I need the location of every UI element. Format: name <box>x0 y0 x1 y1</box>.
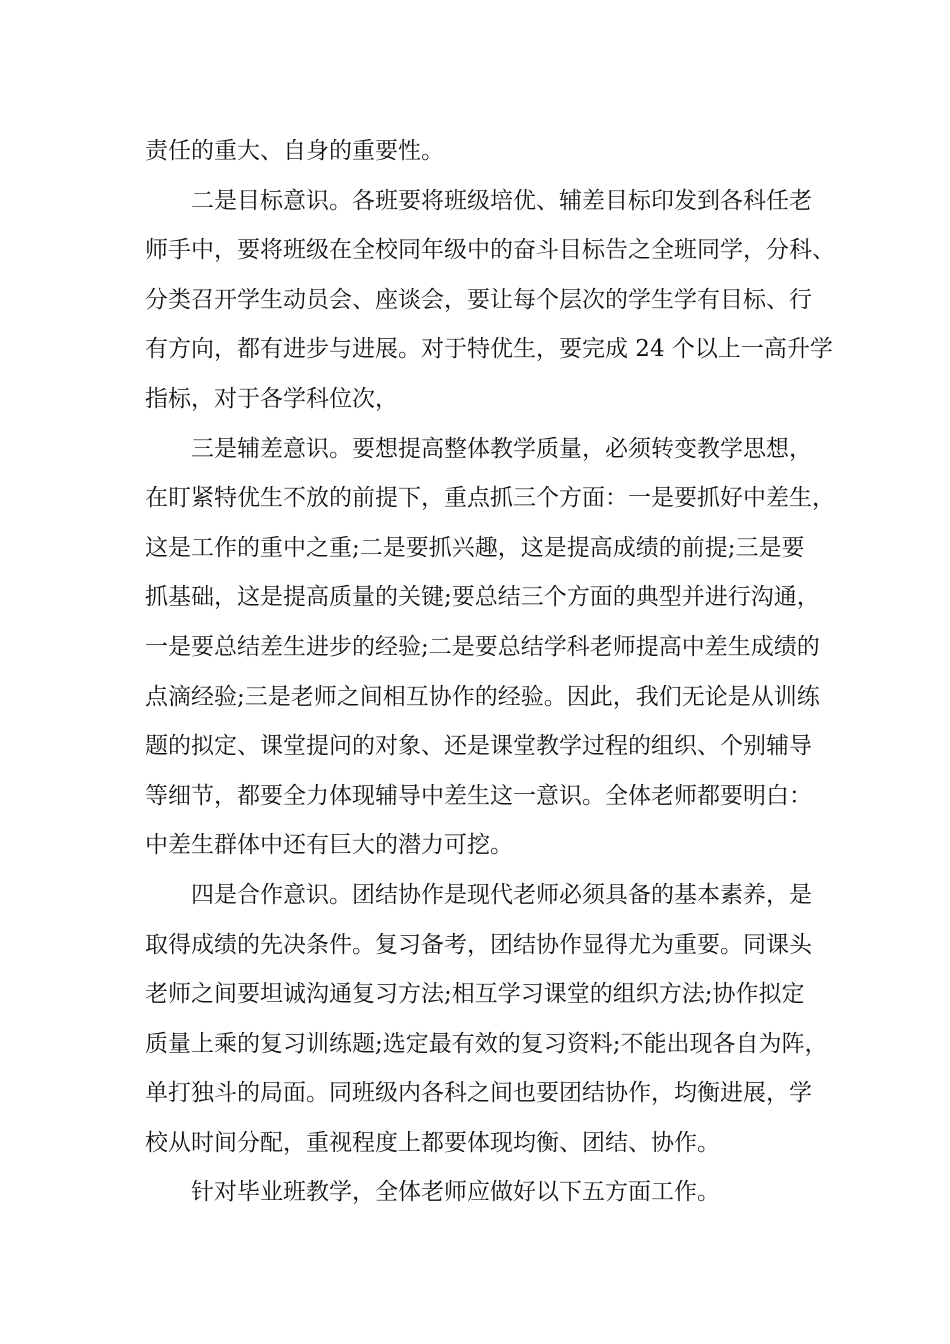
text-line: 题的拟定、课堂提问的对象、还是课堂教学过程的组织、个别辅导 <box>145 733 812 760</box>
paragraph-start-line: 针对毕业班教学，全体老师应做好以下五方面工作。 <box>191 1179 720 1206</box>
text-line: 校从时间分配，重视程度上都要体现均衡、团结、协作。 <box>145 1129 720 1156</box>
text-line: 一是要总结差生进步的经验;二是要总结学科老师提高中差生成绩的 <box>145 633 820 660</box>
text-line: 指标，对于各学科位次， <box>145 385 398 412</box>
text-line: 师手中，要将班级在全校同年级中的奋斗目标告之全班同学，分科、 <box>145 237 835 264</box>
text-line: 单打独斗的局面。同班级内各科之间也要团结协作，均衡进展，学 <box>145 1080 812 1107</box>
text-line: 在盯紧特优生不放的前提下，重点抓三个方面：一是要抓好中差生， <box>145 485 835 512</box>
text-line: 责任的重大、自身的重要性。 <box>145 138 444 164</box>
text-line: 等细节，都要全力体现辅导中差生这一意识。全体老师都要明白： <box>145 782 812 809</box>
text-line: 质量上乘的复习训练题;选定最有效的复习资料;不能出现各自为阵， <box>145 1030 828 1057</box>
text-line: 取得成绩的先决条件。复习备考，团结协作显得尤为重要。同课头 <box>145 931 812 958</box>
text-line: 抓基础，这是提高质量的关键;要总结三个方面的典型并进行沟通， <box>145 584 820 611</box>
paragraph-start-line: 四是合作意识。团结协作是现代老师必须具备的基本素养，是 <box>191 881 812 908</box>
document-body <box>145 127 835 1218</box>
text-line: 这是工作的重中之重;二是要抓兴趣，这是提高成绩的前提;三是要 <box>145 534 805 561</box>
text-line: 老师之间要坦诚沟通复习方法;相互学习课堂的组织方法;协作拟定 <box>145 981 805 1008</box>
paragraph-start-line: 二是目标意识。各班要将班级培优、辅差目标印发到各科任老 <box>191 187 812 214</box>
text-line: 点滴经验;三是老师之间相互协作的经验。因此，我们无论是从训练 <box>145 683 820 710</box>
text-line: 分类召开学生动员会、座谈会，要让每个层次的学生学有目标、行 <box>145 286 812 313</box>
text-line: 有方向，都有进步与进展。对于特优生，要完成 24 个以上一高升学 <box>145 336 833 363</box>
text-line: 中差生群体中还有巨大的潜力可挖。 <box>145 832 513 859</box>
paragraph-start-line: 三是辅差意识。要想提高整体教学质量，必须转变教学思想， <box>191 435 812 462</box>
